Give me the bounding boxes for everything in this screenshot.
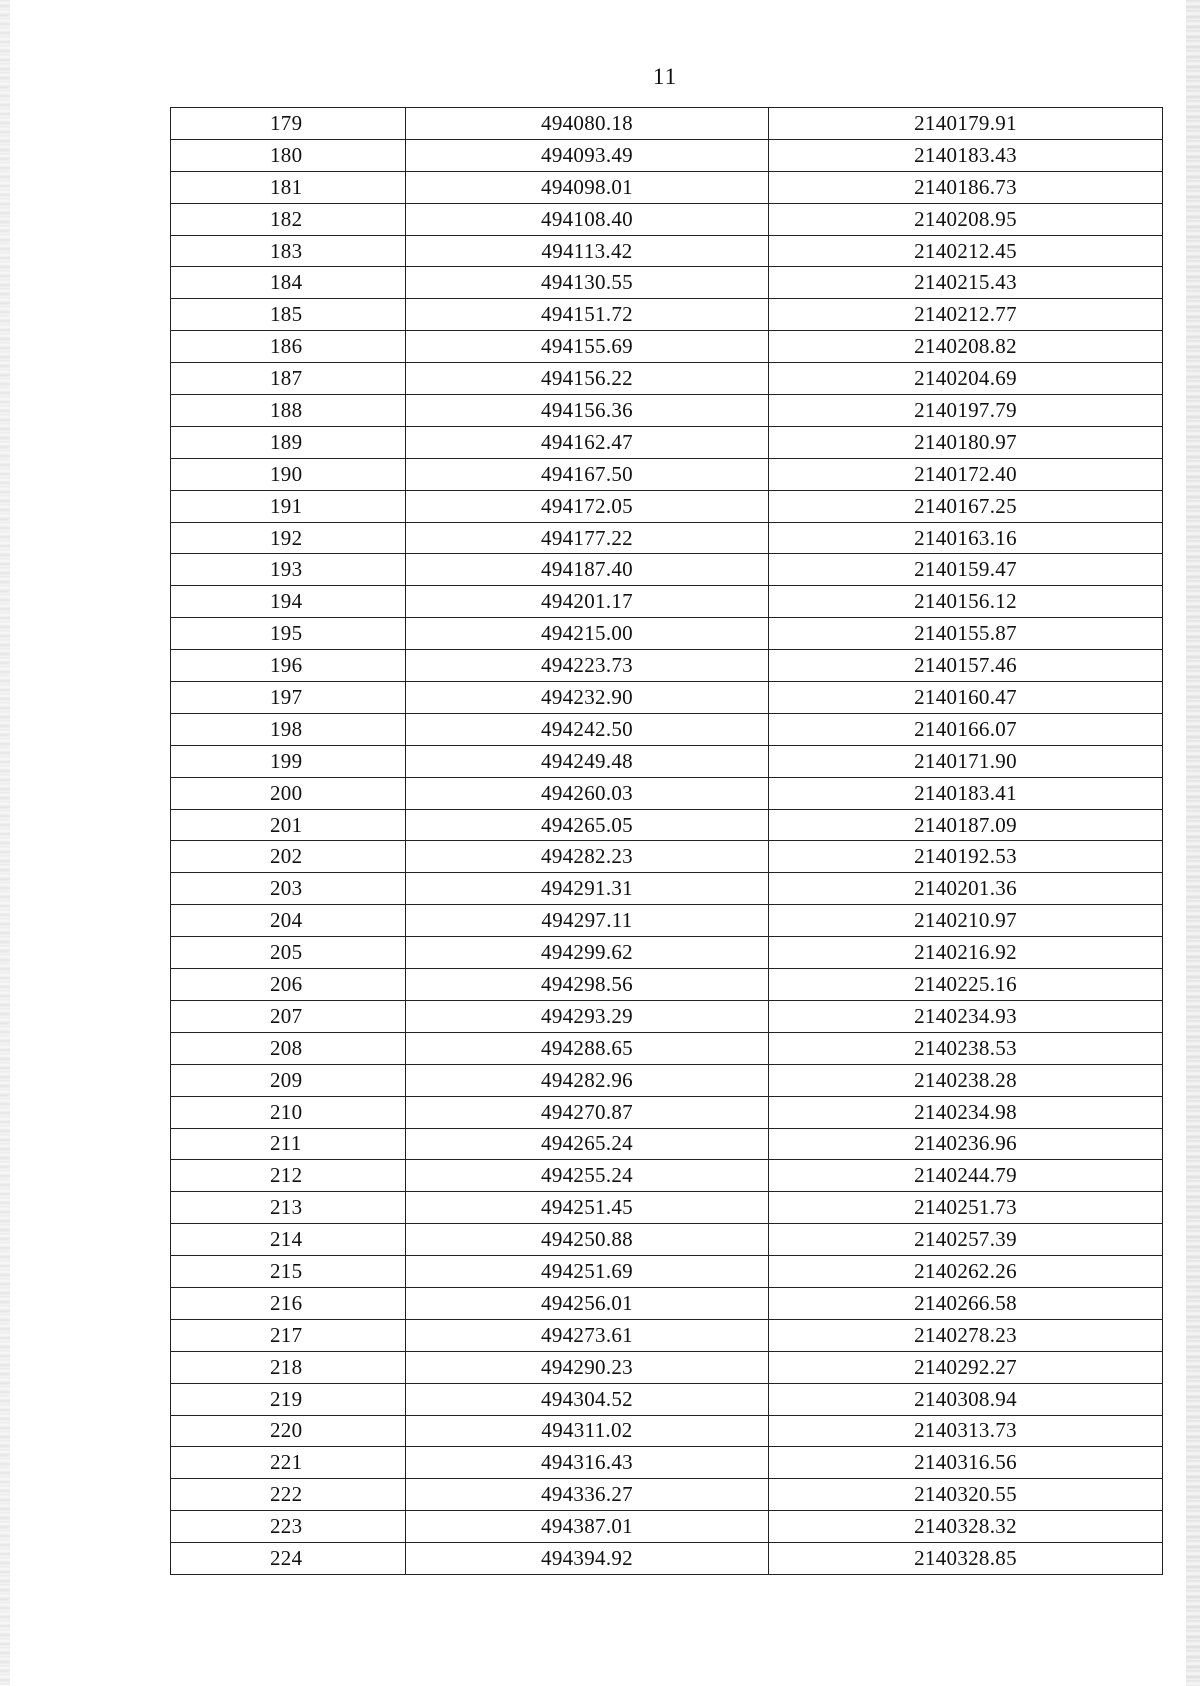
y-coordinate-cell: 2140225.16 (769, 969, 1163, 1001)
table-row (171, 267, 1163, 299)
x-coordinate-cell: 494151.72 (406, 299, 769, 331)
coordinate-table-container (170, 107, 1160, 1575)
table-row (171, 458, 1163, 490)
y-coordinate-cell: 2140210.97 (769, 905, 1163, 937)
x-coordinate-cell: 494162.47 (406, 426, 769, 458)
y-coordinate-cell: 2140183.43 (769, 139, 1163, 171)
y-coordinate-cell: 2140266.58 (769, 1287, 1163, 1319)
scan-edge-right (1186, 0, 1200, 1686)
y-coordinate-cell: 2140236.96 (769, 1128, 1163, 1160)
point-number-cell: 203 (171, 873, 406, 905)
y-coordinate-cell: 2140208.82 (769, 331, 1163, 363)
point-number-cell: 206 (171, 969, 406, 1001)
point-number-cell: 211 (171, 1128, 406, 1160)
table-row (171, 1256, 1163, 1288)
table-row (171, 586, 1163, 618)
point-number-cell: 194 (171, 586, 406, 618)
table-row (171, 171, 1163, 203)
point-number-cell: 201 (171, 809, 406, 841)
x-coordinate-cell: 494293.29 (406, 1000, 769, 1032)
y-coordinate-cell: 2140238.28 (769, 1064, 1163, 1096)
point-number-cell: 199 (171, 745, 406, 777)
x-coordinate-cell: 494251.69 (406, 1256, 769, 1288)
table-row (171, 1064, 1163, 1096)
point-number-cell: 186 (171, 331, 406, 363)
x-coordinate-cell: 494265.24 (406, 1128, 769, 1160)
point-number-cell: 185 (171, 299, 406, 331)
x-coordinate-cell: 494291.31 (406, 873, 769, 905)
x-coordinate-cell: 494080.18 (406, 108, 769, 140)
table-row (171, 650, 1163, 682)
y-coordinate-cell: 2140257.39 (769, 1224, 1163, 1256)
x-coordinate-cell: 494108.40 (406, 203, 769, 235)
table-row (171, 426, 1163, 458)
y-coordinate-cell: 2140328.32 (769, 1511, 1163, 1543)
x-coordinate-cell: 494130.55 (406, 267, 769, 299)
table-row (171, 1032, 1163, 1064)
x-coordinate-cell: 494299.62 (406, 937, 769, 969)
point-number-cell: 200 (171, 777, 406, 809)
x-coordinate-cell: 494270.87 (406, 1096, 769, 1128)
y-coordinate-cell: 2140234.98 (769, 1096, 1163, 1128)
point-number-cell: 220 (171, 1415, 406, 1447)
table-row (171, 873, 1163, 905)
table-row (171, 1447, 1163, 1479)
y-coordinate-cell: 2140187.09 (769, 809, 1163, 841)
table-row (171, 1319, 1163, 1351)
table-row (171, 1128, 1163, 1160)
table-row (171, 299, 1163, 331)
point-number-cell: 209 (171, 1064, 406, 1096)
point-number-cell: 195 (171, 618, 406, 650)
y-coordinate-cell: 2140292.27 (769, 1351, 1163, 1383)
point-number-cell: 224 (171, 1543, 406, 1575)
table-row (171, 1543, 1163, 1575)
table-row (171, 1383, 1163, 1415)
point-number-cell: 198 (171, 713, 406, 745)
y-coordinate-cell: 2140234.93 (769, 1000, 1163, 1032)
x-coordinate-cell: 494273.61 (406, 1319, 769, 1351)
table-row (171, 809, 1163, 841)
y-coordinate-cell: 2140172.40 (769, 458, 1163, 490)
table-row (171, 1511, 1163, 1543)
point-number-cell: 180 (171, 139, 406, 171)
x-coordinate-cell: 494394.92 (406, 1543, 769, 1575)
table-row (171, 745, 1163, 777)
point-number-cell: 207 (171, 1000, 406, 1032)
table-row (171, 713, 1163, 745)
y-coordinate-cell: 2140212.77 (769, 299, 1163, 331)
x-coordinate-cell: 494288.65 (406, 1032, 769, 1064)
point-number-cell: 214 (171, 1224, 406, 1256)
table-row (171, 1287, 1163, 1319)
x-coordinate-cell: 494336.27 (406, 1479, 769, 1511)
table-row (171, 969, 1163, 1001)
y-coordinate-cell: 2140160.47 (769, 682, 1163, 714)
point-number-cell: 191 (171, 490, 406, 522)
point-number-cell: 219 (171, 1383, 406, 1415)
table-row (171, 490, 1163, 522)
point-number-cell: 204 (171, 905, 406, 937)
x-coordinate-cell: 494155.69 (406, 331, 769, 363)
table-row (171, 1160, 1163, 1192)
y-coordinate-cell: 2140155.87 (769, 618, 1163, 650)
y-coordinate-cell: 2140328.85 (769, 1543, 1163, 1575)
table-row (171, 1000, 1163, 1032)
table-row (171, 139, 1163, 171)
table-row (171, 841, 1163, 873)
y-coordinate-cell: 2140201.36 (769, 873, 1163, 905)
x-coordinate-cell: 494201.17 (406, 586, 769, 618)
y-coordinate-cell: 2140316.56 (769, 1447, 1163, 1479)
point-number-cell: 183 (171, 235, 406, 267)
point-number-cell: 221 (171, 1447, 406, 1479)
x-coordinate-cell: 494249.48 (406, 745, 769, 777)
y-coordinate-cell: 2140204.69 (769, 363, 1163, 395)
point-number-cell: 213 (171, 1192, 406, 1224)
y-coordinate-cell: 2140216.92 (769, 937, 1163, 969)
point-number-cell: 187 (171, 363, 406, 395)
x-coordinate-cell: 494172.05 (406, 490, 769, 522)
x-coordinate-cell: 494156.36 (406, 395, 769, 427)
x-coordinate-cell: 494282.96 (406, 1064, 769, 1096)
coordinate-table (170, 107, 1163, 1575)
y-coordinate-cell: 2140320.55 (769, 1479, 1163, 1511)
y-coordinate-cell: 2140212.45 (769, 235, 1163, 267)
table-row (171, 108, 1163, 140)
table-row (171, 363, 1163, 395)
point-number-cell: 188 (171, 395, 406, 427)
point-number-cell: 184 (171, 267, 406, 299)
y-coordinate-cell: 2140215.43 (769, 267, 1163, 299)
point-number-cell: 196 (171, 650, 406, 682)
x-coordinate-cell: 494282.23 (406, 841, 769, 873)
x-coordinate-cell: 494304.52 (406, 1383, 769, 1415)
table-row (171, 937, 1163, 969)
point-number-cell: 218 (171, 1351, 406, 1383)
x-coordinate-cell: 494260.03 (406, 777, 769, 809)
y-coordinate-cell: 2140179.91 (769, 108, 1163, 140)
y-coordinate-cell: 2140308.94 (769, 1383, 1163, 1415)
x-coordinate-cell: 494316.43 (406, 1447, 769, 1479)
y-coordinate-cell: 2140167.25 (769, 490, 1163, 522)
x-coordinate-cell: 494215.00 (406, 618, 769, 650)
table-row (171, 1415, 1163, 1447)
scan-edge-left (0, 0, 10, 1686)
table-row (171, 777, 1163, 809)
y-coordinate-cell: 2140156.12 (769, 586, 1163, 618)
table-row (171, 905, 1163, 937)
x-coordinate-cell: 494232.90 (406, 682, 769, 714)
y-coordinate-cell: 2140244.79 (769, 1160, 1163, 1192)
point-number-cell: 190 (171, 458, 406, 490)
x-coordinate-cell: 494098.01 (406, 171, 769, 203)
table-row (171, 1224, 1163, 1256)
x-coordinate-cell: 494250.88 (406, 1224, 769, 1256)
table-row (171, 235, 1163, 267)
x-coordinate-cell: 494265.05 (406, 809, 769, 841)
x-coordinate-cell: 494251.45 (406, 1192, 769, 1224)
point-number-cell: 217 (171, 1319, 406, 1351)
point-number-cell: 208 (171, 1032, 406, 1064)
point-number-cell: 223 (171, 1511, 406, 1543)
x-coordinate-cell: 494177.22 (406, 522, 769, 554)
x-coordinate-cell: 494113.42 (406, 235, 769, 267)
y-coordinate-cell: 2140208.95 (769, 203, 1163, 235)
x-coordinate-cell: 494387.01 (406, 1511, 769, 1543)
y-coordinate-cell: 2140197.79 (769, 395, 1163, 427)
x-coordinate-cell: 494297.11 (406, 905, 769, 937)
y-coordinate-cell: 2140163.16 (769, 522, 1163, 554)
y-coordinate-cell: 2140186.73 (769, 171, 1163, 203)
point-number-cell: 210 (171, 1096, 406, 1128)
coordinate-table-body (171, 108, 1163, 1575)
point-number-cell: 205 (171, 937, 406, 969)
y-coordinate-cell: 2140159.47 (769, 554, 1163, 586)
table-row (171, 1192, 1163, 1224)
table-row (171, 1479, 1163, 1511)
x-coordinate-cell: 494256.01 (406, 1287, 769, 1319)
x-coordinate-cell: 494187.40 (406, 554, 769, 586)
point-number-cell: 222 (171, 1479, 406, 1511)
x-coordinate-cell: 494255.24 (406, 1160, 769, 1192)
table-row (171, 618, 1163, 650)
y-coordinate-cell: 2140313.73 (769, 1415, 1163, 1447)
point-number-cell: 179 (171, 108, 406, 140)
y-coordinate-cell: 2140157.46 (769, 650, 1163, 682)
table-row (171, 1351, 1163, 1383)
point-number-cell: 202 (171, 841, 406, 873)
x-coordinate-cell: 494298.56 (406, 969, 769, 1001)
table-row (171, 682, 1163, 714)
y-coordinate-cell: 2140278.23 (769, 1319, 1163, 1351)
point-number-cell: 197 (171, 682, 406, 714)
x-coordinate-cell: 494290.23 (406, 1351, 769, 1383)
y-coordinate-cell: 2140166.07 (769, 713, 1163, 745)
y-coordinate-cell: 2140180.97 (769, 426, 1163, 458)
point-number-cell: 192 (171, 522, 406, 554)
table-row (171, 331, 1163, 363)
y-coordinate-cell: 2140192.53 (769, 841, 1163, 873)
x-coordinate-cell: 494093.49 (406, 139, 769, 171)
point-number-cell: 181 (171, 171, 406, 203)
x-coordinate-cell: 494223.73 (406, 650, 769, 682)
point-number-cell: 189 (171, 426, 406, 458)
y-coordinate-cell: 2140262.26 (769, 1256, 1163, 1288)
point-number-cell: 212 (171, 1160, 406, 1192)
table-row (171, 395, 1163, 427)
point-number-cell: 193 (171, 554, 406, 586)
point-number-cell: 216 (171, 1287, 406, 1319)
x-coordinate-cell: 494167.50 (406, 458, 769, 490)
table-row (171, 203, 1163, 235)
x-coordinate-cell: 494242.50 (406, 713, 769, 745)
x-coordinate-cell: 494156.22 (406, 363, 769, 395)
table-row (171, 1096, 1163, 1128)
y-coordinate-cell: 2140251.73 (769, 1192, 1163, 1224)
point-number-cell: 182 (171, 203, 406, 235)
x-coordinate-cell: 494311.02 (406, 1415, 769, 1447)
page-number: 11 (652, 64, 678, 89)
y-coordinate-cell: 2140183.41 (769, 777, 1163, 809)
table-row (171, 522, 1163, 554)
table-row (171, 554, 1163, 586)
y-coordinate-cell: 2140171.90 (769, 745, 1163, 777)
point-number-cell: 215 (171, 1256, 406, 1288)
y-coordinate-cell: 2140238.53 (769, 1032, 1163, 1064)
